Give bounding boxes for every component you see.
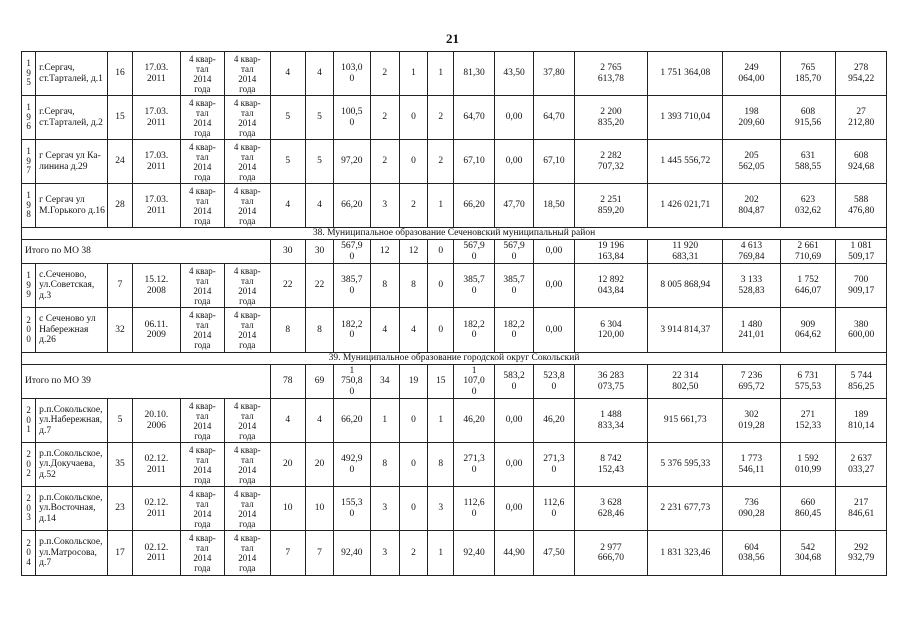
actual-completion-cell: 4 квар- тал 2014 года (225, 399, 270, 443)
residents-count-cell: 7 (270, 531, 305, 576)
actual-completion-cell: 4 квар- тал 2014 года (225, 443, 270, 487)
regional-budget-cell: 1 773 546,11 (723, 443, 781, 487)
house-number-cell: 28 (107, 184, 132, 228)
address-cell: р.п.Сокольское, ул.Докучаева, д.52 (36, 443, 108, 487)
planned-completion-cell: 4 квар- тал 2014 года (180, 52, 224, 96)
table-row (22, 184, 887, 228)
relocated-residents-cell: 8 (305, 308, 333, 353)
apartments-count-cell: 1 (370, 399, 399, 443)
planned-completion-cell: 4 квар- тал 2014 года (180, 264, 224, 308)
local-budget-cell: 765 185,70 (780, 52, 836, 96)
fund-cost-cell: 8 005 868,94 (648, 264, 723, 308)
residents-count-cell: 10 (270, 487, 305, 531)
total-relocation-area-cell: 567,9 0 (454, 240, 494, 264)
owned-area-cell: 182,2 0 (494, 308, 533, 353)
table-row (22, 487, 887, 531)
fund-cost-cell: 5 376 595,33 (648, 443, 723, 487)
fund-cost-cell: 1 426 021,71 (648, 184, 723, 228)
total-row (22, 365, 887, 399)
relocated-residents-cell: 5 (305, 96, 333, 140)
total-cost-cell: 1 488 833,34 (574, 399, 648, 443)
local-budget-cell: 631 588,55 (780, 140, 836, 184)
total-apartments-count-cell: 34 (370, 365, 399, 399)
total-municipal-apartments-cell: 0 (428, 240, 454, 264)
apartments-count-cell: 2 (370, 140, 399, 184)
total-owned-area-cell: 583,2 0 (494, 365, 533, 399)
owned-area-cell: 44,90 (494, 531, 533, 576)
extra-funds-cell: 700 909,17 (836, 264, 887, 308)
relocation-area-cell: 182,2 0 (454, 308, 494, 353)
total-area-cell: 66,20 (334, 399, 370, 443)
total-area-cell: 492,9 0 (334, 443, 370, 487)
municipal-area-cell: 0,00 (534, 264, 574, 308)
owned-apartments-cell: 1 (399, 52, 427, 96)
apartments-count-cell: 3 (370, 184, 399, 228)
house-number-cell: 23 (107, 487, 132, 531)
row-index-cell: 2 0 2 (22, 443, 36, 487)
total-cost-cell: 3 628 628,46 (574, 487, 648, 531)
relocation-area-cell: 271,3 0 (454, 443, 494, 487)
fund-cost-cell: 1 751 364,08 (648, 52, 723, 96)
residents-count-cell: 8 (270, 308, 305, 353)
relocated-residents-cell: 4 (305, 52, 333, 96)
owned-area-cell: 0,00 (494, 487, 533, 531)
row-index-cell: 2 0 1 (22, 399, 36, 443)
extra-funds-cell: 588 476,80 (836, 184, 887, 228)
local-budget-cell: 1 592 010,99 (780, 443, 836, 487)
address-cell: г.Сергач, ст.Тарталей, д.2 (36, 96, 108, 140)
municipal-area-cell: 271,3 0 (534, 443, 574, 487)
total-area-cell: 97,20 (334, 140, 370, 184)
planned-completion-cell: 4 квар- тал 2014 года (180, 531, 224, 576)
actual-completion-cell: 4 квар- тал 2014 года (225, 264, 270, 308)
house-number-cell: 32 (107, 308, 132, 353)
extra-funds-cell: 217 846,61 (836, 487, 887, 531)
total-cost-cell: 6 304 120,00 (574, 308, 648, 353)
apartments-count-cell: 2 (370, 52, 399, 96)
municipal-apartments-cell: 2 (428, 96, 454, 140)
regional-budget-cell: 736 090,28 (723, 487, 781, 531)
owned-area-cell: 0,00 (494, 443, 533, 487)
apartments-count-cell: 3 (370, 531, 399, 576)
municipal-apartments-cell: 3 (428, 487, 454, 531)
recognition-date-cell: 17.03. 2011 (133, 140, 180, 184)
table-row (22, 531, 887, 576)
fund-cost-cell: 2 231 677,73 (648, 487, 723, 531)
owned-area-cell: 0,00 (494, 96, 533, 140)
owned-area-cell: 0,00 (494, 140, 533, 184)
address-cell: р.п.Сокольское, ул.Матросова, д.7 (36, 531, 108, 576)
owned-apartments-cell: 0 (399, 399, 427, 443)
extra-funds-cell: 292 932,79 (836, 531, 887, 576)
house-number-cell: 7 (107, 264, 132, 308)
regional-budget-cell: 302 019,28 (723, 399, 781, 443)
regional-budget-cell: 202 804,87 (723, 184, 781, 228)
apartments-count-cell: 4 (370, 308, 399, 353)
total-total-cost-cell: 36 283 073,75 (574, 365, 648, 399)
relocated-residents-cell: 22 (305, 264, 333, 308)
regional-budget-cell: 1 480 241,01 (723, 308, 781, 353)
relocation-area-cell: 92,40 (454, 531, 494, 576)
extra-funds-cell: 380 600,00 (836, 308, 887, 353)
municipal-apartments-cell: 8 (428, 443, 454, 487)
owned-apartments-cell: 0 (399, 487, 427, 531)
total-owned-apartments-cell: 19 (399, 365, 427, 399)
section-header-row (22, 228, 887, 240)
residents-count-cell: 4 (270, 184, 305, 228)
row-index-cell: 1 9 8 (22, 184, 36, 228)
extra-funds-cell: 27 212,80 (836, 96, 887, 140)
apartments-count-cell: 8 (370, 264, 399, 308)
relocated-residents-cell: 4 (305, 184, 333, 228)
owned-area-cell: 385,7 0 (494, 264, 533, 308)
house-number-cell: 15 (107, 96, 132, 140)
residents-count-cell: 20 (270, 443, 305, 487)
extra-funds-cell: 608 924,68 (836, 140, 887, 184)
municipal-area-cell: 112,6 0 (534, 487, 574, 531)
local-budget-cell: 623 032,62 (780, 184, 836, 228)
owned-apartments-cell: 0 (399, 140, 427, 184)
relocated-residents-cell: 4 (305, 399, 333, 443)
total-area-cell: 100,5 0 (334, 96, 370, 140)
local-budget-cell: 660 860,45 (780, 487, 836, 531)
total-residents-count-cell: 78 (270, 365, 305, 399)
recognition-date-cell: 17.03. 2011 (133, 184, 180, 228)
total-cost-cell: 2 977 666,70 (574, 531, 648, 576)
planned-completion-cell: 4 квар- тал 2014 года (180, 140, 224, 184)
table-row (22, 308, 887, 353)
total-extra-funds-cell: 1 081 509,17 (836, 240, 887, 264)
total-residents-count-cell: 30 (270, 240, 305, 264)
planned-completion-cell: 4 квар- тал 2014 года (180, 184, 224, 228)
section-header-row (22, 353, 887, 365)
total-cost-cell: 8 742 152,43 (574, 443, 648, 487)
fund-cost-cell: 1 445 556,72 (648, 140, 723, 184)
planned-completion-cell: 4 квар- тал 2014 года (180, 308, 224, 353)
total-municipal-area-cell: 523,8 0 (534, 365, 574, 399)
row-index-cell: 2 0 3 (22, 487, 36, 531)
municipal-area-cell: 46,20 (534, 399, 574, 443)
row-index-cell: 2 0 0 (22, 308, 36, 353)
owned-apartments-cell: 4 (399, 308, 427, 353)
total-apartments-count-cell: 12 (370, 240, 399, 264)
fund-cost-cell: 3 914 814,37 (648, 308, 723, 353)
address-cell: г Сергач ул Ка- линина д.29 (36, 140, 108, 184)
recognition-date-cell: 02.12. 2011 (133, 443, 180, 487)
table-row (22, 399, 887, 443)
table-row (22, 264, 887, 308)
row-index-cell: 2 0 4 (22, 531, 36, 576)
municipal-area-cell: 0,00 (534, 308, 574, 353)
relocation-area-cell: 64,70 (454, 96, 494, 140)
relocation-area-cell: 46,20 (454, 399, 494, 443)
extra-funds-cell: 278 954,22 (836, 52, 887, 96)
total-relocated-residents-cell: 30 (305, 240, 333, 264)
regional-budget-cell: 3 133 528,83 (723, 264, 781, 308)
municipal-apartments-cell: 1 (428, 184, 454, 228)
total-municipal-apartments-cell: 15 (428, 365, 454, 399)
owned-apartments-cell: 0 (399, 443, 427, 487)
house-number-cell: 17 (107, 531, 132, 576)
total-owned-area-cell: 567,9 0 (494, 240, 533, 264)
recognition-date-cell: 02.12. 2011 (133, 531, 180, 576)
municipal-area-cell: 18,50 (534, 184, 574, 228)
residents-count-cell: 22 (270, 264, 305, 308)
table-row (22, 96, 887, 140)
recognition-date-cell: 17.03. 2011 (133, 52, 180, 96)
total-extra-funds-cell: 5 744 856,25 (836, 365, 887, 399)
address-cell: р.п.Сокольское, ул.Набережная, д.7 (36, 399, 108, 443)
total-local-budget-cell: 2 661 710,69 (780, 240, 836, 264)
residents-count-cell: 4 (270, 399, 305, 443)
fund-cost-cell: 1 831 323,46 (648, 531, 723, 576)
recognition-date-cell: 20.10. 2006 (133, 399, 180, 443)
section-title: 38. Муниципальное образование Сеченовский муниципальный район (22, 228, 887, 240)
municipal-area-cell: 37,80 (534, 52, 574, 96)
recognition-date-cell: 15.12. 2008 (133, 264, 180, 308)
row-index-cell: 1 9 9 (22, 264, 36, 308)
extra-funds-cell: 2 637 033,27 (836, 443, 887, 487)
municipal-apartments-cell: 1 (428, 399, 454, 443)
total-owned-apartments-cell: 12 (399, 240, 427, 264)
total-label: Итого по МО 39 (22, 365, 271, 399)
relocation-area-cell: 66,20 (454, 184, 494, 228)
residents-count-cell: 5 (270, 140, 305, 184)
relocation-area-cell: 112,6 0 (454, 487, 494, 531)
total-fund-cost-cell: 11 920 683,31 (648, 240, 723, 264)
total-cost-cell: 2 765 613,78 (574, 52, 648, 96)
owned-apartments-cell: 2 (399, 531, 427, 576)
page-number: 21 (446, 31, 459, 46)
house-number-cell: 16 (107, 52, 132, 96)
actual-completion-cell: 4 квар- тал 2014 года (225, 531, 270, 576)
planned-completion-cell: 4 квар- тал 2014 года (180, 443, 224, 487)
owned-area-cell: 47,70 (494, 184, 533, 228)
total-regional-budget-cell: 4 613 769,84 (723, 240, 781, 264)
municipal-apartments-cell: 1 (428, 52, 454, 96)
owned-area-cell: 0,00 (494, 399, 533, 443)
address-cell: р.п.Сокольское, ул.Восточная, д.14 (36, 487, 108, 531)
total-area-cell: 103,0 0 (334, 52, 370, 96)
row-index-cell: 1 9 5 (22, 52, 36, 96)
owned-apartments-cell: 2 (399, 184, 427, 228)
local-budget-cell: 909 064,62 (780, 308, 836, 353)
house-number-cell: 5 (107, 399, 132, 443)
recognition-date-cell: 17.03. 2011 (133, 96, 180, 140)
regional-budget-cell: 198 209,60 (723, 96, 781, 140)
house-number-cell: 35 (107, 443, 132, 487)
apartments-count-cell: 8 (370, 443, 399, 487)
actual-completion-cell: 4 квар- тал 2014 года (225, 184, 270, 228)
municipal-area-cell: 67,10 (534, 140, 574, 184)
actual-completion-cell: 4 квар- тал 2014 года (225, 96, 270, 140)
relocated-residents-cell: 7 (305, 531, 333, 576)
residents-count-cell: 5 (270, 96, 305, 140)
address-cell: г Сергач ул М.Горького д.16 (36, 184, 108, 228)
total-regional-budget-cell: 7 236 695,72 (723, 365, 781, 399)
table-row (22, 443, 887, 487)
local-budget-cell: 271 152,33 (780, 399, 836, 443)
total-relocated-residents-cell: 69 (305, 365, 333, 399)
table-row (22, 52, 887, 96)
local-budget-cell: 542 304,68 (780, 531, 836, 576)
owned-apartments-cell: 0 (399, 96, 427, 140)
total-cost-cell: 2 282 707,32 (574, 140, 648, 184)
total-total-cost-cell: 19 196 163,84 (574, 240, 648, 264)
row-index-cell: 1 9 6 (22, 96, 36, 140)
total-area-cell: 182,2 0 (334, 308, 370, 353)
planned-completion-cell: 4 квар- тал 2014 года (180, 487, 224, 531)
total-relocation-area-cell: 1 107,0 0 (454, 365, 494, 399)
actual-completion-cell: 4 квар- тал 2014 года (225, 308, 270, 353)
total-row (22, 240, 887, 264)
recognition-date-cell: 02.12. 2011 (133, 487, 180, 531)
municipal-apartments-cell: 1 (428, 531, 454, 576)
total-municipal-area-cell: 0,00 (534, 240, 574, 264)
total-cost-cell: 12 892 043,84 (574, 264, 648, 308)
regional-budget-cell: 205 562,05 (723, 140, 781, 184)
planned-completion-cell: 4 квар- тал 2014 года (180, 399, 224, 443)
relocated-residents-cell: 5 (305, 140, 333, 184)
address-cell: с.Сеченово, ул.Советская, д.3 (36, 264, 108, 308)
extra-funds-cell: 189 810,14 (836, 399, 887, 443)
total-cost-cell: 2 200 835,20 (574, 96, 648, 140)
total-fund-cost-cell: 22 314 802,50 (648, 365, 723, 399)
fund-cost-cell: 915 661,73 (648, 399, 723, 443)
local-budget-cell: 608 915,56 (780, 96, 836, 140)
relocation-area-cell: 81,30 (454, 52, 494, 96)
total-area-cell: 385,7 0 (334, 264, 370, 308)
municipal-area-cell: 64,70 (534, 96, 574, 140)
total-total-area-cell: 567,9 0 (334, 240, 370, 264)
regional-budget-cell: 604 038,56 (723, 531, 781, 576)
recognition-date-cell: 06.11. 2009 (133, 308, 180, 353)
total-local-budget-cell: 6 731 575,53 (780, 365, 836, 399)
apartments-count-cell: 3 (370, 487, 399, 531)
local-budget-cell: 1 752 646,07 (780, 264, 836, 308)
planned-completion-cell: 4 квар- тал 2014 года (180, 96, 224, 140)
total-label: Итого по МО 38 (22, 240, 271, 264)
owned-area-cell: 43,50 (494, 52, 533, 96)
relocation-area-cell: 385,7 0 (454, 264, 494, 308)
row-index-cell: 1 9 7 (22, 140, 36, 184)
municipal-apartments-cell: 0 (428, 308, 454, 353)
municipal-area-cell: 47,50 (534, 531, 574, 576)
house-number-cell: 24 (107, 140, 132, 184)
total-area-cell: 155,3 0 (334, 487, 370, 531)
address-cell: с Сеченово ул Набережная д.26 (36, 308, 108, 353)
actual-completion-cell: 4 квар- тал 2014 года (225, 52, 270, 96)
total-area-cell: 92,40 (334, 531, 370, 576)
address-cell: г.Сергач, ст.Тарталей, д.1 (36, 52, 108, 96)
actual-completion-cell: 4 квар- тал 2014 года (225, 487, 270, 531)
fund-cost-cell: 1 393 710,04 (648, 96, 723, 140)
regional-budget-cell: 249 064,00 (723, 52, 781, 96)
actual-completion-cell: 4 квар- тал 2014 года (225, 140, 270, 184)
municipal-apartments-cell: 0 (428, 264, 454, 308)
owned-apartments-cell: 8 (399, 264, 427, 308)
residents-count-cell: 4 (270, 52, 305, 96)
total-cost-cell: 2 251 859,20 (574, 184, 648, 228)
section-title: 39. Муниципальное образование городской округ Сокольский (22, 353, 887, 365)
municipal-apartments-cell: 2 (428, 140, 454, 184)
relocation-area-cell: 67,10 (454, 140, 494, 184)
table-row (22, 140, 887, 184)
total-area-cell: 66,20 (334, 184, 370, 228)
housing-relocation-table (21, 51, 887, 576)
apartments-count-cell: 2 (370, 96, 399, 140)
relocated-residents-cell: 20 (305, 443, 333, 487)
total-total-area-cell: 1 750,8 0 (334, 365, 370, 399)
relocated-residents-cell: 10 (305, 487, 333, 531)
